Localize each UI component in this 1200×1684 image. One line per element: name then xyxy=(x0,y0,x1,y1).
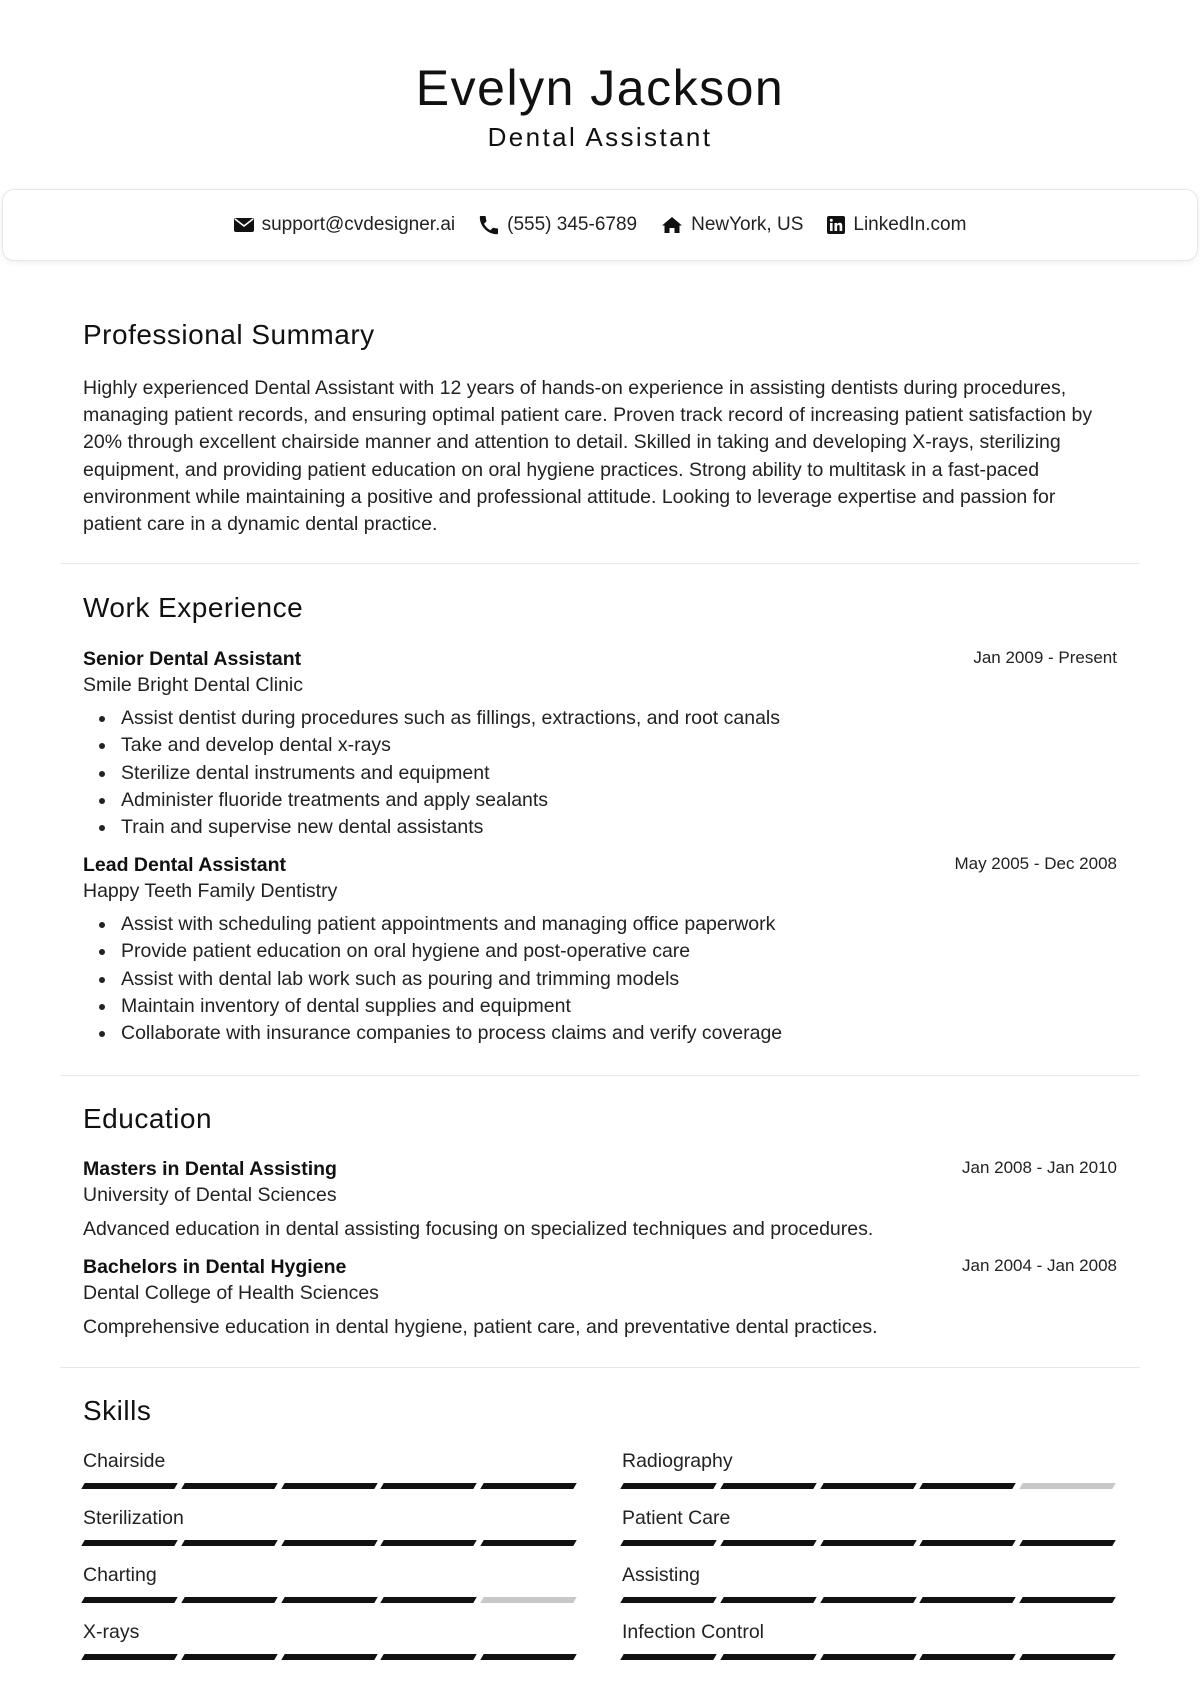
school-name: Dental College of Health Sciences xyxy=(83,1282,379,1305)
skill-level-segment-filled xyxy=(620,1654,716,1660)
skill-level-segment-filled xyxy=(181,1540,277,1546)
school-name: University of Dental Sciences xyxy=(83,1184,337,1207)
job-title: Senior Dental Assistant xyxy=(83,648,302,671)
summary-text: Highly experienced Dental Assistant with 12 years of hands-on experience in assisting dentists during procedures, managing patient records, and ensuring optimal patient care. Proven track record of increasing patient satisfaction by 20% through excellent chairside manner and attention to detail. Skilled in taking and developing X-rays, sterilizing equipment, and providing patient education on oral hygiene practices. Strong ability to multitask in a fast-paced environment while maintaining a positive and professional attitude. Looking to leverage expertise and passion for patient care in a dynamic dental practice. xyxy=(83,377,1093,536)
job-bullet: Assist with dental lab work such as pouring and trimming models xyxy=(83,966,1117,993)
skill-level-segment-filled xyxy=(480,1540,576,1546)
skill-level-segment-empty xyxy=(480,1597,576,1603)
experience-heading: Work Experience xyxy=(83,592,304,624)
skill-name: Patient Care xyxy=(622,1507,731,1530)
skill-item xyxy=(622,1505,1114,1562)
skill-level-segment-filled xyxy=(181,1597,277,1603)
job-dates: May 2005 - Dec 2008 xyxy=(954,854,1117,874)
skill-level-segment-filled xyxy=(620,1540,716,1546)
phone-icon xyxy=(479,215,499,235)
skill-level-bar xyxy=(83,1483,575,1489)
skill-level-segment-filled xyxy=(281,1654,377,1660)
skill-level-bar xyxy=(83,1540,575,1546)
envelope-icon xyxy=(234,217,254,233)
experience-section xyxy=(60,564,1140,1075)
skill-level-segment-filled xyxy=(181,1483,277,1489)
skill-name: Radiography xyxy=(622,1450,733,1473)
skill-level-segment-filled xyxy=(1019,1654,1115,1660)
skills-heading: Skills xyxy=(83,1395,152,1427)
skill-item xyxy=(622,1448,1114,1505)
skill-level-segment-filled xyxy=(81,1540,177,1546)
skill-level-segment-filled xyxy=(820,1483,916,1489)
home-icon xyxy=(661,216,683,234)
education-description: Comprehensive education in dental hygiene, patient care, and preventative dental practices. xyxy=(83,1316,878,1339)
education-entry xyxy=(83,1156,1117,1243)
skill-item xyxy=(622,1619,1114,1676)
skill-name: Chairside xyxy=(83,1450,166,1473)
summary-heading: Professional Summary xyxy=(83,319,375,350)
skill-level-segment-filled xyxy=(480,1654,576,1660)
job-title: Lead Dental Assistant xyxy=(83,854,286,877)
skill-level-bar xyxy=(83,1597,575,1603)
skill-level-segment-filled xyxy=(820,1597,916,1603)
degree-title: Bachelors in Dental Hygiene xyxy=(83,1256,347,1279)
resume-header xyxy=(0,0,1200,153)
skill-item xyxy=(83,1619,575,1676)
contact-phone[interactable] xyxy=(479,214,637,236)
summary-section xyxy=(60,300,1140,563)
skill-level-segment-filled xyxy=(720,1654,816,1660)
skill-name: X-rays xyxy=(83,1621,140,1644)
skills-grid xyxy=(83,1448,1117,1676)
skill-level-segment-empty xyxy=(1019,1483,1115,1489)
skill-level-segment-filled xyxy=(281,1483,377,1489)
skill-level-segment-filled xyxy=(281,1540,377,1546)
candidate-title: Dental Assistant xyxy=(487,122,713,152)
skill-level-segment-filled xyxy=(720,1540,816,1546)
job-bullet: Administer fluoride treatments and apply sealants xyxy=(83,787,1117,814)
skill-level-segment-filled xyxy=(281,1597,377,1603)
phone-text: (555) 345-6789 xyxy=(507,214,638,235)
skill-item xyxy=(83,1562,575,1619)
skill-name: Assisting xyxy=(622,1564,701,1587)
linkedin-text: LinkedIn.com xyxy=(853,214,967,235)
skill-level-bar xyxy=(83,1654,575,1660)
education-entry xyxy=(83,1254,1117,1341)
skill-level-bar xyxy=(622,1483,1114,1489)
skill-level-segment-filled xyxy=(1019,1597,1115,1603)
skill-level-segment-filled xyxy=(381,1540,477,1546)
job-company: Smile Bright Dental Clinic xyxy=(83,674,303,697)
education-heading: Education xyxy=(83,1103,213,1135)
contact-location xyxy=(661,214,803,236)
skill-level-segment-filled xyxy=(620,1483,716,1489)
skill-level-segment-filled xyxy=(720,1597,816,1603)
skill-item xyxy=(622,1562,1114,1619)
job-bullet: Assist dentist during procedures such as fillings, extractions, and root canals xyxy=(83,705,1117,732)
job-bullet: Sterilize dental instruments and equipment xyxy=(83,760,1117,787)
education-description: Advanced education in dental assisting focusing on specialized techniques and procedures. xyxy=(83,1218,874,1241)
job-bullet: Maintain inventory of dental supplies and equipment xyxy=(83,993,1117,1020)
education-section xyxy=(60,1076,1140,1367)
skills-section xyxy=(60,1368,1140,1676)
skill-level-segment-filled xyxy=(920,1654,1016,1660)
skill-level-segment-filled xyxy=(480,1483,576,1489)
skill-level-segment-filled xyxy=(81,1597,177,1603)
job-bullet: Assist with scheduling patient appointments and managing office paperwork xyxy=(83,911,1117,938)
email-text: support@cvdesigner.ai xyxy=(261,214,456,235)
contact-email[interactable] xyxy=(234,214,456,236)
skill-level-segment-filled xyxy=(920,1597,1016,1603)
skill-level-segment-filled xyxy=(181,1654,277,1660)
skill-name: Sterilization xyxy=(83,1507,184,1530)
job-bullet: Provide patient education on oral hygiene and post-operative care xyxy=(83,938,1117,965)
location-text: NewYork, US xyxy=(691,214,804,235)
skill-item xyxy=(83,1448,575,1505)
skill-level-segment-filled xyxy=(920,1540,1016,1546)
skill-level-segment-filled xyxy=(820,1540,916,1546)
resume-body xyxy=(60,300,1140,1676)
skill-name: Infection Control xyxy=(622,1621,764,1644)
education-dates: Jan 2008 - Jan 2010 xyxy=(961,1158,1117,1178)
skill-level-segment-filled xyxy=(381,1483,477,1489)
skill-level-segment-filled xyxy=(1019,1540,1115,1546)
contact-linkedin[interactable] xyxy=(827,214,966,236)
degree-title: Masters in Dental Assisting xyxy=(83,1158,337,1181)
skill-level-bar xyxy=(622,1597,1114,1603)
skill-level-segment-filled xyxy=(920,1483,1016,1489)
skill-item xyxy=(83,1505,575,1562)
job-bullets xyxy=(83,911,1117,1047)
candidate-name: Evelyn Jackson xyxy=(415,60,785,116)
job-bullet: Train and supervise new dental assistants xyxy=(83,814,1117,841)
job-bullet: Take and develop dental x-rays xyxy=(83,732,1117,759)
skill-level-bar xyxy=(622,1654,1114,1660)
skill-level-segment-filled xyxy=(820,1654,916,1660)
skill-name: Charting xyxy=(83,1564,157,1587)
skill-level-segment-filled xyxy=(81,1654,177,1660)
job-bullets xyxy=(83,705,1117,841)
skill-level-segment-filled xyxy=(381,1597,477,1603)
job-dates: Jan 2009 - Present xyxy=(973,648,1117,668)
education-dates: Jan 2004 - Jan 2008 xyxy=(961,1256,1117,1276)
skill-level-segment-filled xyxy=(620,1597,716,1603)
contact-bar xyxy=(2,189,1198,261)
skill-level-bar xyxy=(622,1540,1114,1546)
linkedin-icon xyxy=(827,216,845,234)
job-entry xyxy=(83,852,1117,1047)
job-bullet: Collaborate with insurance companies to process claims and verify coverage xyxy=(83,1020,1117,1047)
skill-level-segment-filled xyxy=(81,1483,177,1489)
job-company: Happy Teeth Family Dentistry xyxy=(83,880,338,903)
skill-level-segment-filled xyxy=(381,1654,477,1660)
skill-level-segment-filled xyxy=(720,1483,816,1489)
job-entry xyxy=(83,646,1117,841)
